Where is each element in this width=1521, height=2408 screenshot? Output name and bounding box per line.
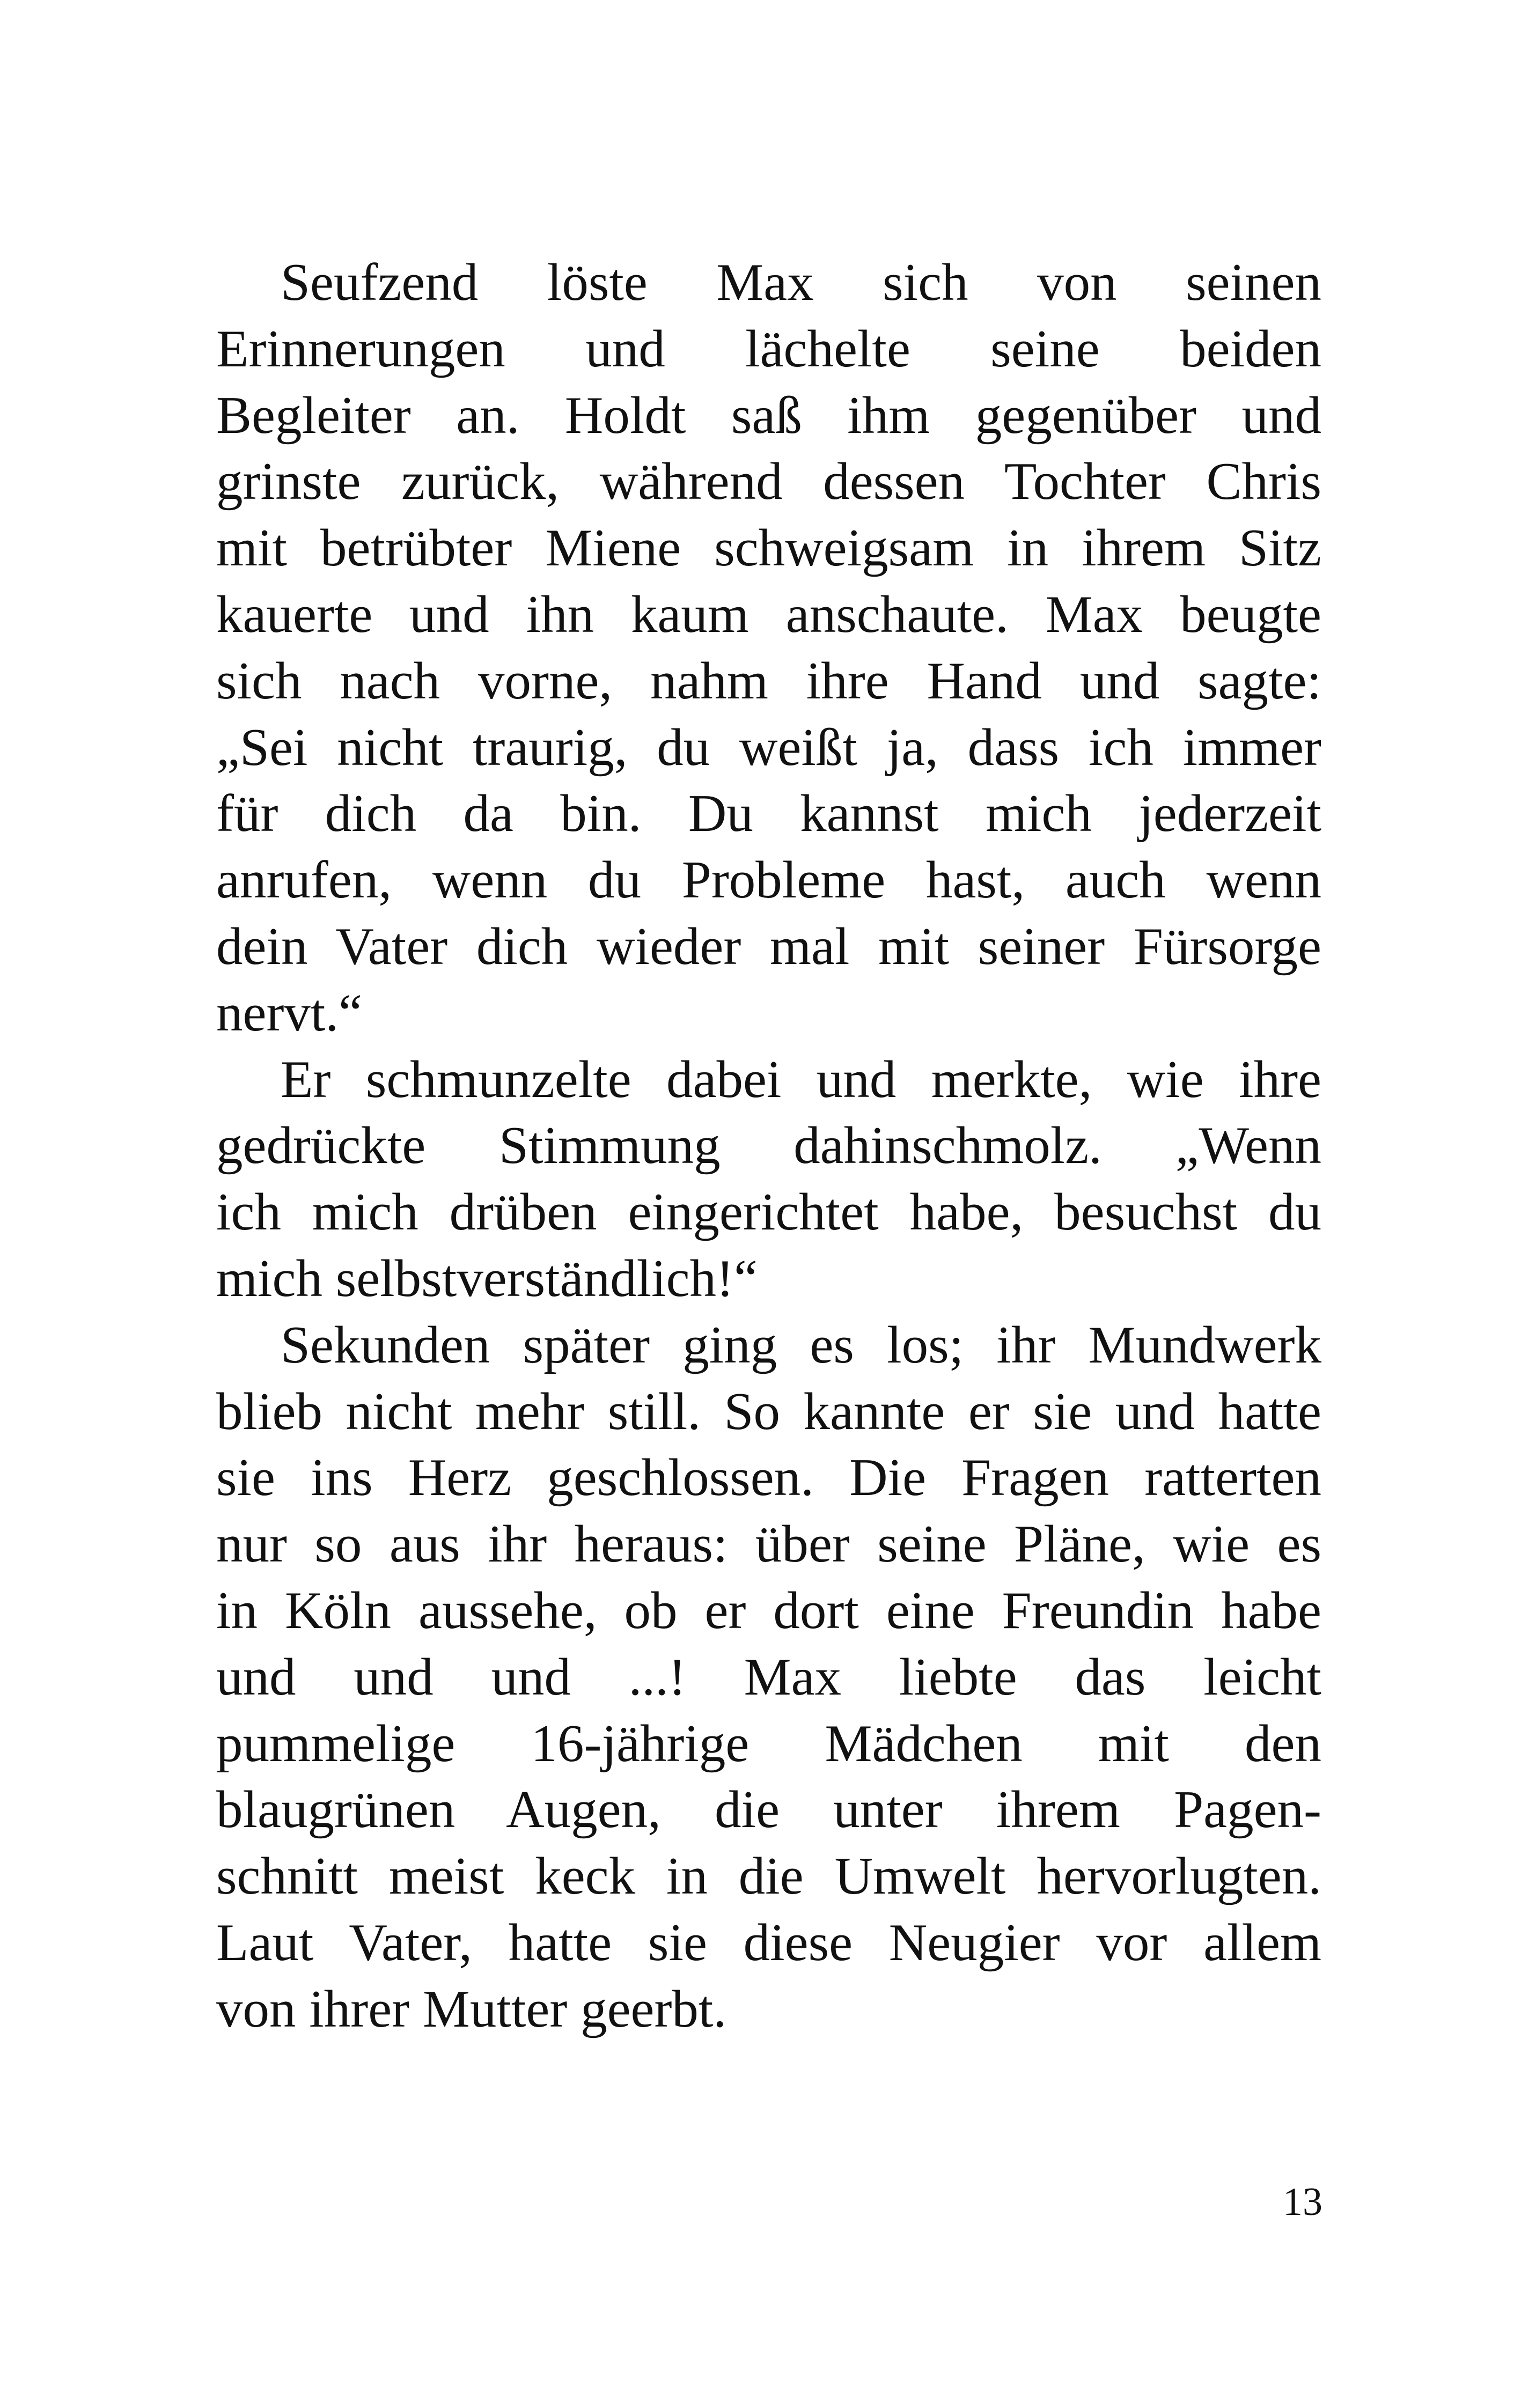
- text-line: grinste zurück, während dessen Tochter Chris: [216, 452, 1321, 511]
- text-line: Begleiter an. Holdt saß ihm gegenüber und: [216, 386, 1321, 445]
- text-line: gedrückte Stimmung dahinschmolz. „Wenn: [216, 1116, 1321, 1175]
- text-line: und und und ...! Max liebte das leicht: [216, 1647, 1321, 1706]
- text-line: mit betrübter Miene schweigsam in ihrem Sitz: [216, 519, 1321, 578]
- text-line: anrufen, wenn du Probleme hast, auch wenn: [216, 851, 1321, 910]
- text-line: sie ins Herz geschlossen. Die Fragen ratterten: [216, 1448, 1321, 1507]
- text-line: blieb nicht mehr still. So kannte er sie und hatte: [216, 1382, 1321, 1441]
- text-line: Er schmunzelte dabei und merkte, wie ihre: [281, 1050, 1321, 1109]
- text-line: von ihrer Mutter geerbt.: [216, 1979, 727, 2038]
- paragraph-3: [216, 1312, 1321, 2043]
- text-line: schnitt meist keck in die Umwelt hervorlugten.: [216, 1847, 1321, 1906]
- paragraph-1: [216, 249, 1321, 1047]
- text-line: in Köln aussehe, ob er dort eine Freundin habe: [216, 1581, 1321, 1640]
- body-text: [216, 249, 1321, 2043]
- text-line: dein Vater dich wieder mal mit seiner Fürsorge: [216, 917, 1321, 976]
- text-line: Erinnerungen und lächelte seine beiden: [216, 319, 1321, 378]
- text-line: „Sei nicht traurig, du weißt ja, dass ich immer: [216, 718, 1321, 777]
- text-line: sich nach vorne, nahm ihre Hand und sagte:: [216, 651, 1321, 710]
- text-line: pummelige 16-jährige Mädchen mit den: [216, 1714, 1321, 1773]
- paragraph-2: [216, 1047, 1321, 1312]
- text-line: Laut Vater, hatte sie diese Neugier vor allem: [216, 1913, 1321, 1972]
- text-line: Seufzend löste Max sich von seinen: [281, 253, 1321, 312]
- text-line: ich mich drüben eingerichtet habe, besuchst du: [216, 1183, 1321, 1242]
- text-line: nervt.“: [216, 983, 363, 1042]
- text-line: für dich da bin. Du kannst mich jederzeit: [216, 784, 1321, 843]
- text-line: Sekunden später ging es los; ihr Mundwerk: [281, 1315, 1321, 1374]
- text-line: mich selbstverständlich!“: [216, 1249, 758, 1308]
- text-line: kauerte und ihn kaum anschaute. Max beugte: [216, 585, 1321, 644]
- text-line: nur so aus ihr heraus: über seine Pläne, wie es: [216, 1515, 1321, 1574]
- page-number: 13: [1283, 2180, 1322, 2224]
- text-line: blaugrünen Augen, die unter ihrem Pagen-: [216, 1780, 1321, 1839]
